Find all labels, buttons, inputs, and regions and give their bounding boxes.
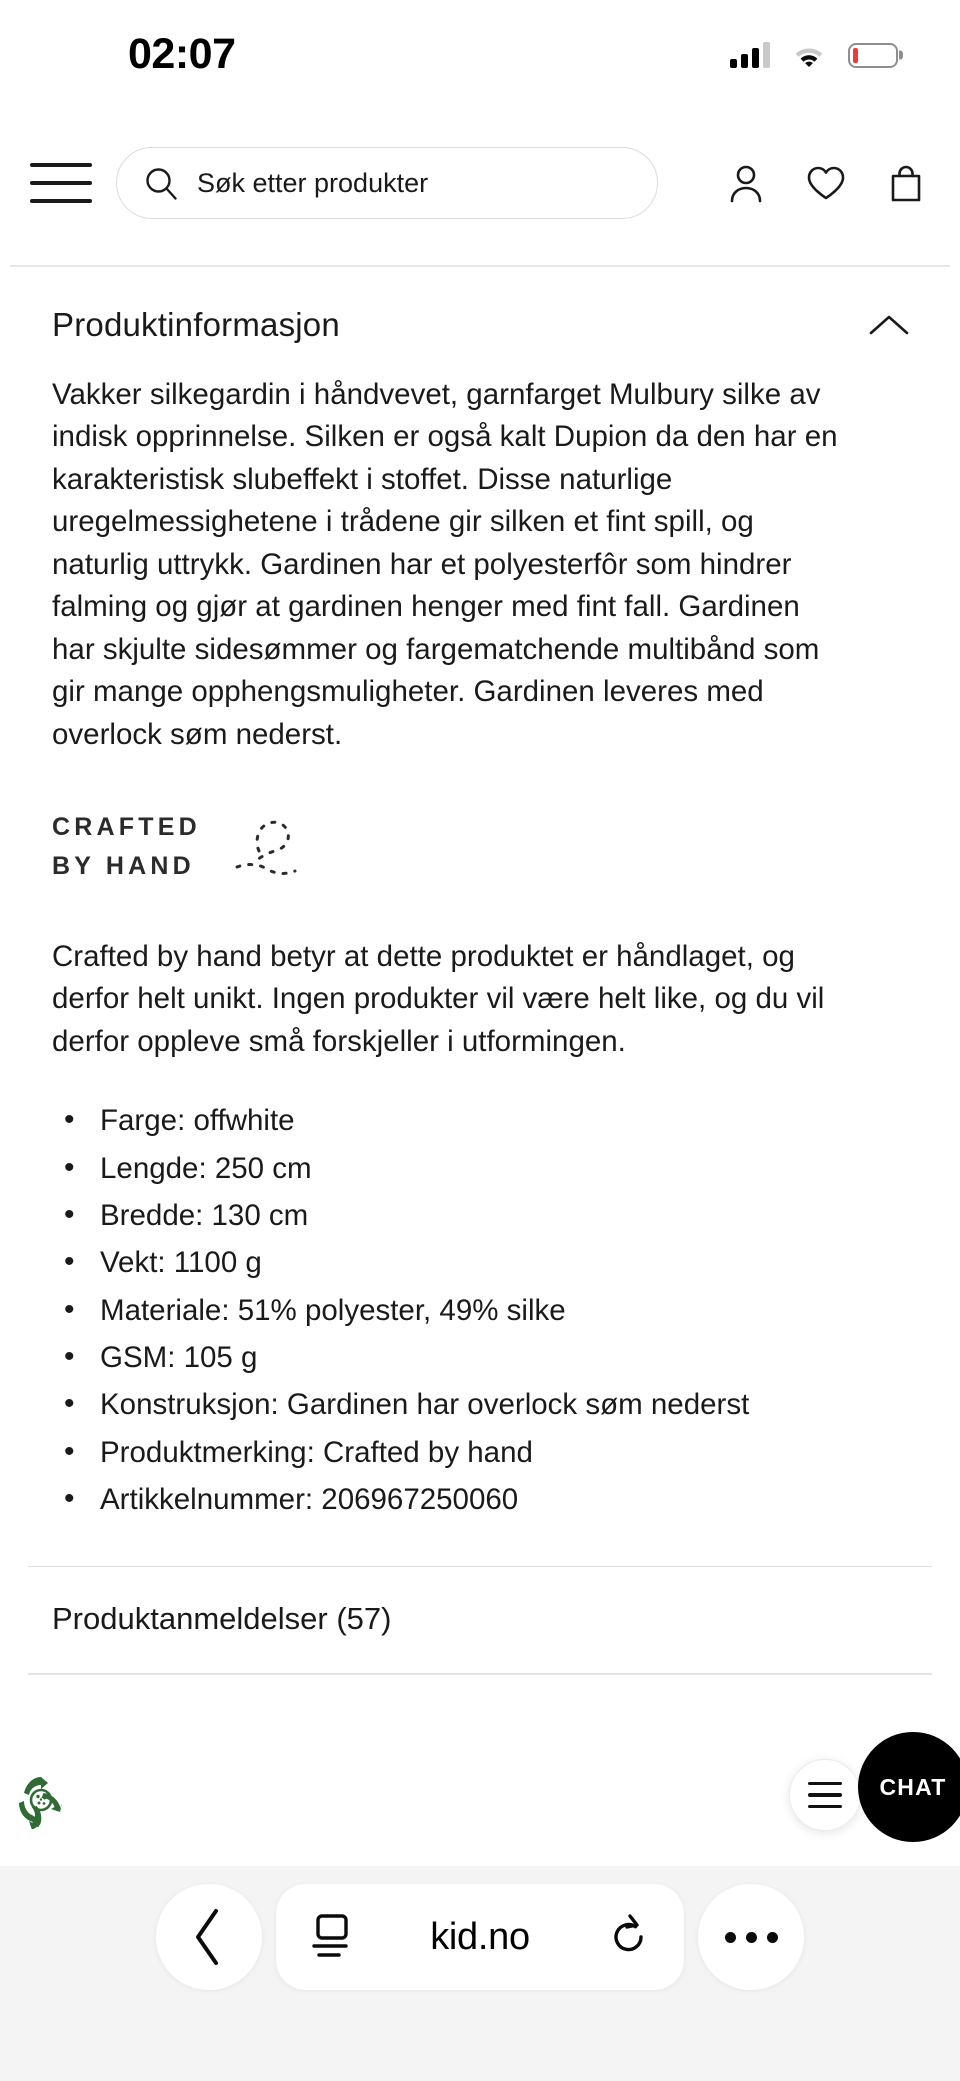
search-placeholder: Søk etter produkter	[197, 167, 429, 198]
wifi-icon	[792, 42, 826, 68]
browser-toolbar	[0, 1866, 960, 2081]
shopping-bag-icon[interactable]	[884, 161, 928, 205]
floating-menu-button[interactable]	[789, 1759, 861, 1831]
status-time: 02:07	[128, 29, 236, 78]
reader-view-icon[interactable]	[308, 1911, 354, 1963]
list-item: • Vekt: 1100 g	[100, 1245, 908, 1292]
status-bar	[0, 0, 960, 100]
list-item: • GSM: 105 g	[100, 1340, 908, 1387]
product-reviews-header[interactable]	[0, 1567, 960, 1637]
hamburger-menu-icon[interactable]	[30, 163, 92, 203]
chevron-up-icon[interactable]	[868, 312, 910, 338]
address-bar[interactable]	[276, 1884, 684, 1990]
dotted-needle-thread-icon	[221, 805, 341, 885]
more-dots-icon	[725, 1932, 778, 1943]
crafted-by-hand-badge	[0, 756, 960, 886]
chevron-left-icon	[189, 1905, 229, 1969]
product-info-header[interactable]	[0, 266, 960, 344]
page-title: Produktinformasjon	[52, 306, 340, 343]
list-item: • Farge: offwhite	[100, 1103, 908, 1150]
more-button[interactable]	[698, 1884, 804, 1990]
product-description: Vakker silkegardin i håndvevet, garnfarget Mulbury silke av indisk opprinnelse. Silken er også kalt Dupion da den har en karakteristisk slubeffekt i stoffet. Disse naturlige uregelmessighetene i trådene gir silken et fint spill, og naturlig uttrykk. Gardinen har et polyesterfôr som hindrer falming og gjør at gardinen henger med fint fall. Gardinen har skjulte sidesømmer og fargematchende multibånd som gir mange opphengsmuligheter. Gardinen leveres med overlock søm nederst.	[52, 378, 838, 751]
list-item: • Lengde: 250 cm	[100, 1151, 908, 1198]
search-icon	[143, 165, 179, 201]
cellular-bars-icon	[730, 42, 770, 68]
reload-icon[interactable]	[606, 1911, 652, 1963]
hamburger-menu-icon	[808, 1782, 842, 1809]
battery-low-icon	[848, 43, 898, 68]
badge-line-2: BY HAND	[52, 851, 195, 880]
product-specs-list	[0, 1063, 960, 1530]
list-item: • Produktmerking: Crafted by hand	[100, 1435, 908, 1482]
account-icon[interactable]	[724, 161, 768, 205]
list-item: • Materiale: 51% polyester, 49% silke	[100, 1293, 908, 1340]
site-header	[0, 100, 960, 266]
chat-button[interactable]: CHAT	[858, 1732, 960, 1842]
list-item: • Bredde: 130 cm	[100, 1198, 908, 1245]
cookie-consent-recycle-icon[interactable]	[12, 1771, 70, 1829]
wishlist-heart-icon[interactable]	[804, 161, 848, 205]
crafted-by-hand-text	[52, 808, 201, 886]
page-content	[0, 266, 960, 1675]
list-item: • Artikkelnummer: 206967250060	[100, 1482, 908, 1529]
badge-description: Crafted by hand betyr at dette produktet er håndlaget, og derfor helt unikt. Ingen produkter vil være helt like, og du vil derfor oppleve små forskjeller i utformingen.	[52, 939, 825, 1058]
back-button[interactable]	[156, 1884, 262, 1990]
status-indicators	[730, 42, 898, 68]
badge-line-1: CRAFTED	[52, 813, 201, 842]
reviews-title: Produktanmeldelser (57)	[52, 1601, 392, 1637]
reviews-divider	[28, 1673, 932, 1675]
header-actions	[724, 161, 928, 205]
list-item: • Konstruksjon: Gardinen har overlock søm nederst	[100, 1387, 908, 1434]
search-input[interactable]	[116, 147, 658, 219]
url-text: kid.no	[430, 1915, 530, 1958]
